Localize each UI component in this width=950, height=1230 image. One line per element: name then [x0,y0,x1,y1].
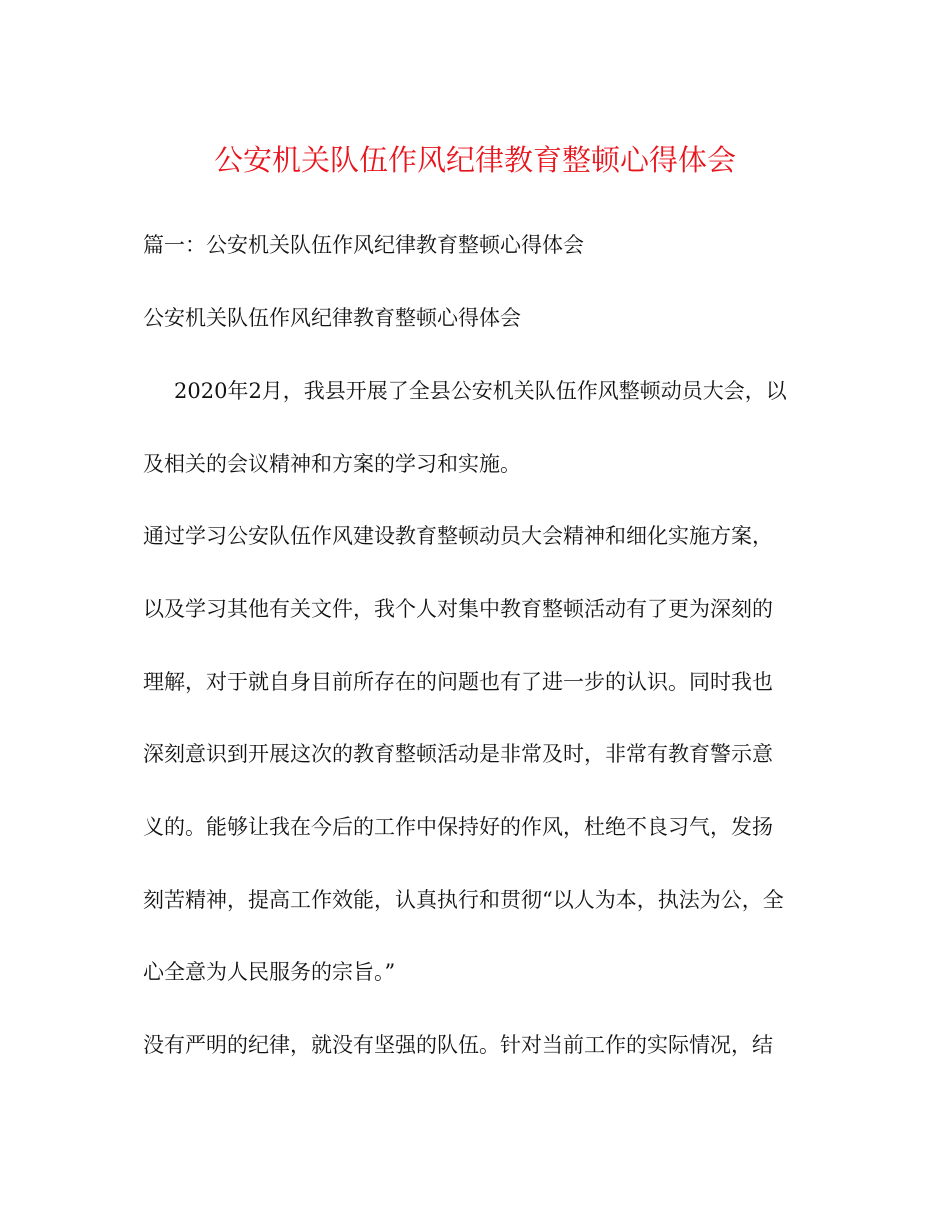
paragraph-line: 以及学习其他有关文件，我个人对集中教育整顿活动有了更为深刻的 [143,597,773,621]
paragraph-line: 刻苦精神，提高工作效能，认真执行和贯彻“以人为本，执法为公，全 [143,888,784,912]
paragraph-line: 理解，对于就自身目前所存在的问题也有了进一步的认识。同时我也 [143,670,773,694]
paragraph-line: 深刻意识到开展这次的教育整顿活动是非常及时，非常有教育警示意 [143,742,773,766]
document-title: 公安机关队伍作风纪律教育整顿心得体会 [213,143,736,177]
paragraph-line: 义的。能够让我在今后的工作中保持好的作风，杜绝不良习气，发扬 [143,815,773,839]
paragraph-line: 没有严明的纪律，就没有坚强的队伍。针对当前工作的实际情况，结 [143,1033,773,1057]
paragraph-line: 及相关的会议精神和方案的学习和实施。 [143,452,521,476]
paragraph-line: 通过学习公安队伍作风建设教育整顿动员大会精神和细化实施方案， [143,524,773,548]
paragraph-line: 心全意为人民服务的宗旨。” [143,960,396,984]
paragraph-line: 2020年2月，我县开展了全县公安机关队伍作风整顿动员大会，以 [174,379,787,403]
subtitle-line: 公安机关队伍作风纪律教育整顿心得体会 [143,306,521,330]
section-heading: 篇一：公安机关队伍作风纪律教育整顿心得体会 [143,233,584,257]
